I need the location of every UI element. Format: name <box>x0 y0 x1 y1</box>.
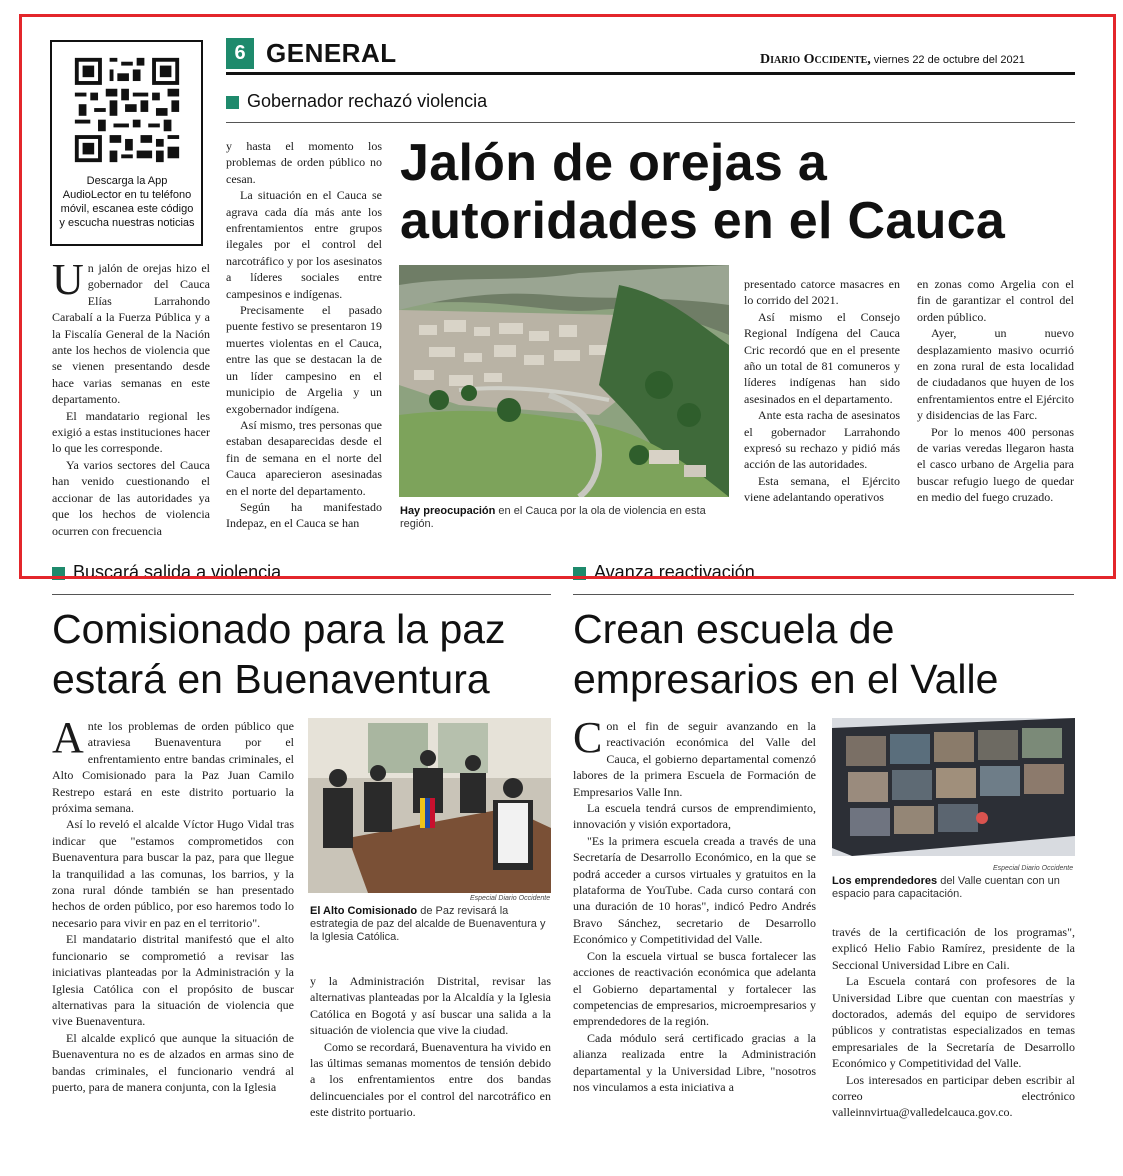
article2-caption: El Alto Comisionado de Paz revisará la estrategia de paz del alcalde de Buenaventura y la Iglesia Católica. <box>310 905 546 943</box>
page-number-badge: 6 <box>226 38 254 69</box>
article3-headline: Crean escuela de empresarios en el Valle <box>573 606 999 702</box>
article3-kicker-rule <box>573 594 1074 595</box>
article2-kicker: Buscará salida a violencia <box>52 562 281 583</box>
article2-col1: Ante los problemas de orden público que atraviesa Buenaventura por el enfrentamiento entre bandas criminales, el Alto Comisionado para la Paz Juan Camilo Restrepo estará en este distrito portuario la próxima semana. Así lo reveló el alcalde Víctor Hugo Vidal tras indicar que "estamos comprometidos con Buenaventura para buscar la paz, para que llegue la tranquilidad a las comunas, los barrios, y la zona rural dónde también se han presentado hechos de orden público, por eso haremos todo lo necesario para vivir en paz en el territorio". El mandatario distrital manifestó que el alto funcionario se comprometió a revisar las iniciativas planteadas por la Administración y la Iglesia Católica con el propósito de buscar alternativas para la situación de violencia que vive Buenaventura. El alcalde explicó que aunque la situación de Buenaventura no es de alzados en armas sino de bandas criminales, el funcionario vendrá al puerto, para de manera conjunta, con la Iglesia <box>52 713 294 1094</box>
article3-col1: Con el fin de seguir avanzando en la reactivación económica del Valle del Cauca, el gobierno departamental comenzó labores de la primera Escuela de Formación de Empresarios Valle Inn. La escuela tendrá cursos de emprendimiento, innovación y visión exportadora, "Es la primera escuela creada a través de una Secretaría de Desarrollo Económico, en la que se podrá acceder a cursos virtuales y gratuitos en la plataforma de YouTube. Cada curso contará con una duración de 10 horas", indicó Pedro Andrés Bravo Sánchez, secretario de Desarrollo Económico y Competitividad del Valle. Con la escuela virtual se busca fortalecer las acciones de reactivación económica que adelanta el Gobierno departamental y fortalecer las competencias de empresarios, microempresarios y emprendedores de la región. Cada módulo será certificado gracias a la alianza realizada entre la Administración departamental y la Universidad Libre, "nosotros nos vinculamos a esta iniciativa a <box>573 713 816 1094</box>
article2-col2: y la Administración Distrital, revisar las alternativas planteadas por la Alcaldía y la Iglesia Católica en Bogotá y así buscar una salida a la situación de violencia que vive la ciudad. Como se recordará, Buenaventura ha vivido en las últimas semanas momentos de tensión debido a los enfrentamientos entre dos bandas delincuenciales por el control del narcotráfico en este distrito portuario. <box>310 974 551 1120</box>
article1-kicker-rule <box>226 122 1075 123</box>
article3-photo-credit: Especial Diario Occidente <box>993 865 1074 872</box>
article2-kicker-rule <box>52 594 551 595</box>
article3-caption: Los emprendedores del Valle cuentan con un espacio para capacitación. <box>832 875 1060 900</box>
paper-name: Diario Occidente, <box>760 52 871 67</box>
dropcap: C <box>573 713 603 762</box>
header-rule <box>226 72 1075 75</box>
article2-photo-credit: Especial Diario Occidente <box>470 895 551 902</box>
masthead-line <box>760 52 1025 68</box>
article3-kicker: Avanza reactivación <box>573 562 755 583</box>
qr-code-icon[interactable] <box>71 54 183 166</box>
article1-col4: en zonas como Argelia con el fin de garantizar el control del orden público. Ayer, un nuevo desplazamiento masivo ocurrió en zona rural de esta localidad de ciudadanos que huyen de los enfrentamientos entre el Ejército y disidencias de las Farc. Por lo menos 400 personas de varias veredas llegaron hasta el casco urbano de Argelia para buscar refugio luego de quedar en medio del fuego cruzado. <box>917 277 1074 505</box>
dropcap: U <box>52 255 84 304</box>
article1-photo <box>399 265 729 497</box>
dropcap: A <box>52 713 84 762</box>
green-square-icon <box>52 567 65 580</box>
article3-col2: través de la certificación de los programas", explicó Helio Fabio Ramírez, presidente de la Seccional Universidad Libre en Cali. La Escuela contará con profesores de la Universidad Libre que cuentan con maestrías y doctorados, además del equipo de servidores públicos y contratistas especializados en temas empresariales de la Secretaría de Desarrollo Económico y Competitividad del Valle. Los interesados en participar deben escribir al correo electrónico valleinnvirtua@valledelcauca.gov.co. <box>832 925 1075 1120</box>
green-square-icon <box>226 96 239 109</box>
article1-col2: y hasta el momento los problemas de orden público no cesan. La situación en el Cauca se agrava cada día más ante los enfrentamientos entre grupos ilegales por el control del narcotráfico y por los asesinatos a líderes sociales entre campesinos e indígenas. Precisamente el pasado puente festivo se presentaron 19 muertes violentas en el Cauca, entre las que se destacan la de un líder campesino en el municipio de Argelia y un exgobernador indígena. Así mismo, tres personas que estaban desaparecidas desde el fin de semana en el norte del Cauca aparecieron asesinadas en el norte del departamento. Según ha manifestado Indepaz, en el Cauca se han <box>226 139 382 531</box>
article1-caption: Hay preocupación en el Cauca por la ola de violencia en esta región. <box>400 505 706 530</box>
section-title: GENERAL <box>266 38 397 68</box>
issue-date: viernes 22 de octubre del 2021 <box>873 54 1025 66</box>
article2-headline: Comisionado para la paz estará en Buenaventura <box>52 606 506 702</box>
article1-headline: Jalón de orejas a autoridades en el Cauca <box>400 134 1006 250</box>
article1-kicker: Gobernador rechazó violencia <box>226 91 487 112</box>
article2-photo <box>308 718 551 893</box>
article1-col1: Un jalón de orejas hizo el gobernador del Cauca Elías Larrahondo Carabalí a la Fuerza Pública y a la Fiscalía General de la Nación ante los hechos de violencia que se vienen presentando desde hace varias semanas en este departamento. El mandatario regional les exigió a estas instituciones hacer lo que les corresponde. Ya varios sectores del Cauca han venido cuestionando el accionar de las autoridades ya que los hechos de violencia ocurren con frecuencia <box>52 255 210 538</box>
green-square-icon <box>573 567 586 580</box>
article3-photo <box>832 718 1075 856</box>
article1-col3: presentado catorce masacres en lo corrido del 2021. Así mismo el Consejo Regional Indígena del Cauca Cric recordó que en el presente año un total de 81 comuneros y líderes indígenas han sido asesinados en el departamento. Ante esta racha de asesinatos el gobernador Larrahondo expresó su rechazo y pidió más acción de las autoridades. Esta semana, el Ejército viene adelantando operativos <box>744 277 900 505</box>
qr-caption: Descarga la App AudioLector en tu teléfono móvil, escanea este código y escucha nuestras noticias <box>59 175 195 229</box>
qr-box <box>50 40 203 246</box>
